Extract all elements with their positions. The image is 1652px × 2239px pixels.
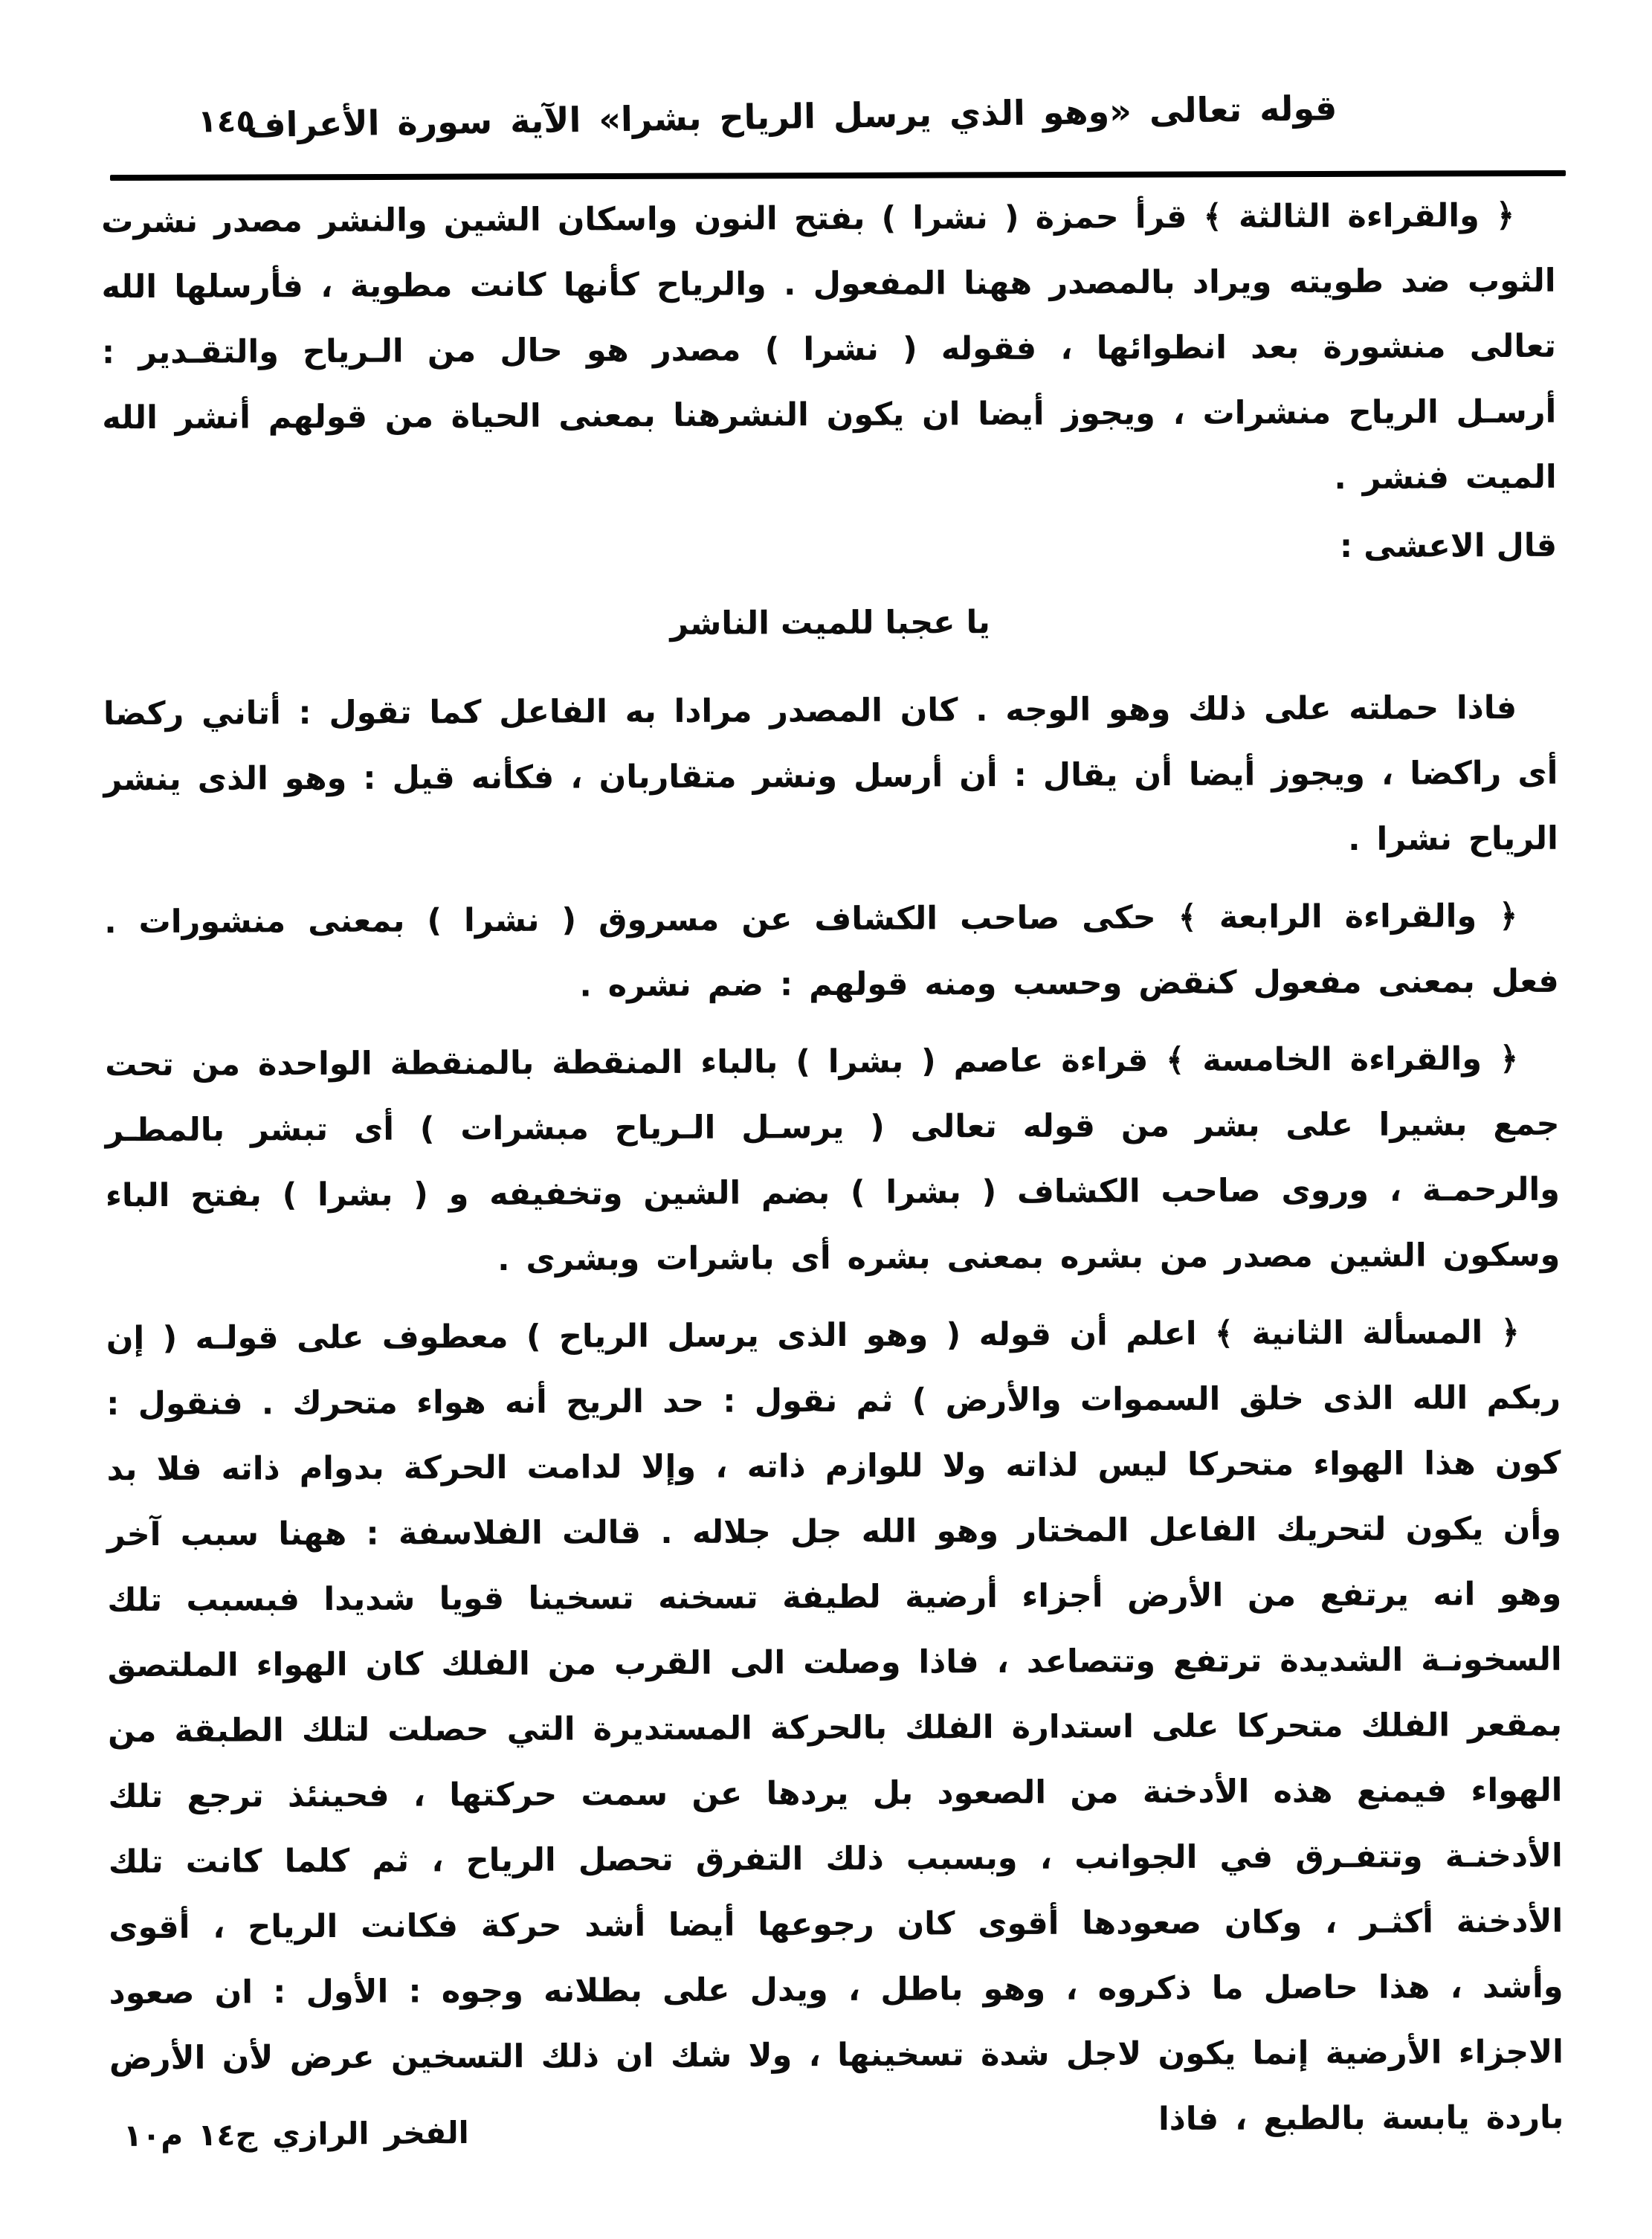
poetry-verse: يا عجبا للميت الناشر — [670, 604, 990, 642]
page-body — [101, 183, 1564, 2169]
paragraph-verse-comment: فاذا حملته على ذلك وهو الوجه . كان المصدر مرادا به الفاعل كما تقول : أتاني ركضا أى راكضا ، ويجوز أيضا أن يقال : أن أرسل ونشر متقاربان ، فكأنه قيل : وهو الذى ينشر الرياح نشرا . — [103, 689, 1558, 858]
paragraph-fourth-reading: ﴿ والقراءة الرابعة ﴾ حكى صاحب الكشاف عن مسروق ( نشرا ) بمعنى منشورات . فعل بمعنى مفعول كنقض وحسب ومنه قولهم : ضم نشره . — [104, 897, 1559, 1005]
running-head: قوله تعالى «وهو الذي يرسل الرياح بشرا» الآية سورة الأعراف — [245, 88, 1338, 146]
page-footer — [123, 2115, 469, 2153]
poet-attribution: قال الاعشى : — [1339, 526, 1558, 566]
paragraph-third-reading: ﴿ والقراءة الثالثة ﴾ قرأ حمزة ( نشرا ) بفتح النون واسكان الشين والنشر مصدر نشرت الثوب ضد طويته ويراد بالمصدر ههنا المفعول . والرياح كأنها كانت مطوية ، فأرسلها الله تعالى منشورة بعد انطوائها ، فقوله ( نشرا ) مصدر هو حال من الـرياح والتقـدير : أرسـل الرياح منشرات ، ويجوز أيضا ان يكون النشرهنا بمعنى الحياة من قولهم أنشر الله الميت فنشر . — [101, 196, 1557, 497]
paragraph-second-issue: ﴿ المسألة الثانية ﴾ اعلم أن قوله ( وهو الذى يرسل الرياح ) معطوف على قولـه ( إن ربكم الله الذى خلق السموات والأرض ) ثم نقول : حد الريح أنه هواء متحرك . فنقول : كون هذا الهواء متحركا ليس لذاته ولا للوازم ذاته ، وإلا لدامت الحركة بدوام ذاته فلا بد وأن يكون لتحريك الفاعل المختار وهو الله جل جلاله . قالت الفلاسفة : ههنا سبب آخر وهو انه يرتفع من الأرض أجزاء أرضية لطيفة تسخنه تسخينا قويا شديدا فبسبب تلك السخونـة الشديدة ترتفع وتتصاعد ، فاذا وصلت الى القرب من الفلك كان الهواء الملتصق بمقعر الفلك متحركا على استدارة الفلك بالحركة المستديرة التي حصلت لتلك الطبقة من الهواء فيمنع هذه الأدخنة من الصعود بل يردها عن سمت حركتها ، فحينئذ ترجع تلك الأدخنـة وتتفـرق في الجوانب ، وبسبب ذلك التفرق تحصل الرياح ، ثم كلما كانت تلك الأدخنة أكثـر ، وكان صعودها أقوى كان رجوعها أيضا أشد حركة فكانت الرياح ، أقوى وأشد ، هذا حاصل ما ذكروه ، وهو باطل ، ويدل على بطلانه وجوه : الأول : ان صعود الاجزاء الأرضية إنما يكون لاجل شدة تسخينها ، ولا شك ان ذلك التسخين عرض لأن الأرض باردة يابسة بالطبع ، فاذا — [106, 1313, 1564, 2139]
page-number: ١٤٥ — [197, 102, 256, 140]
header-rule — [110, 170, 1566, 181]
volume-signature: الفخر الرازي ج١٤ م١٠ — [123, 2114, 469, 2154]
paragraph-fifth-reading: ﴿ والقراءة الخامسة ﴾ قراءة عاصم ( بشرا ) بالباء المنقطة بالمنقطة الواحدة من تحت جمع بشيرا على بشر من قوله تعالى ( يرسـل الـرياح مبشرات ) أى تبشر بالمطـر والرحمـة ، وروى صاحب الكشاف ( بشرا ) بضم الشين وتخفيفه و ( بشرا ) بفتح الباء وسكون الشين مصدر من بشره بمعنى بشره أى باشرات وبشرى . — [105, 1040, 1561, 1278]
